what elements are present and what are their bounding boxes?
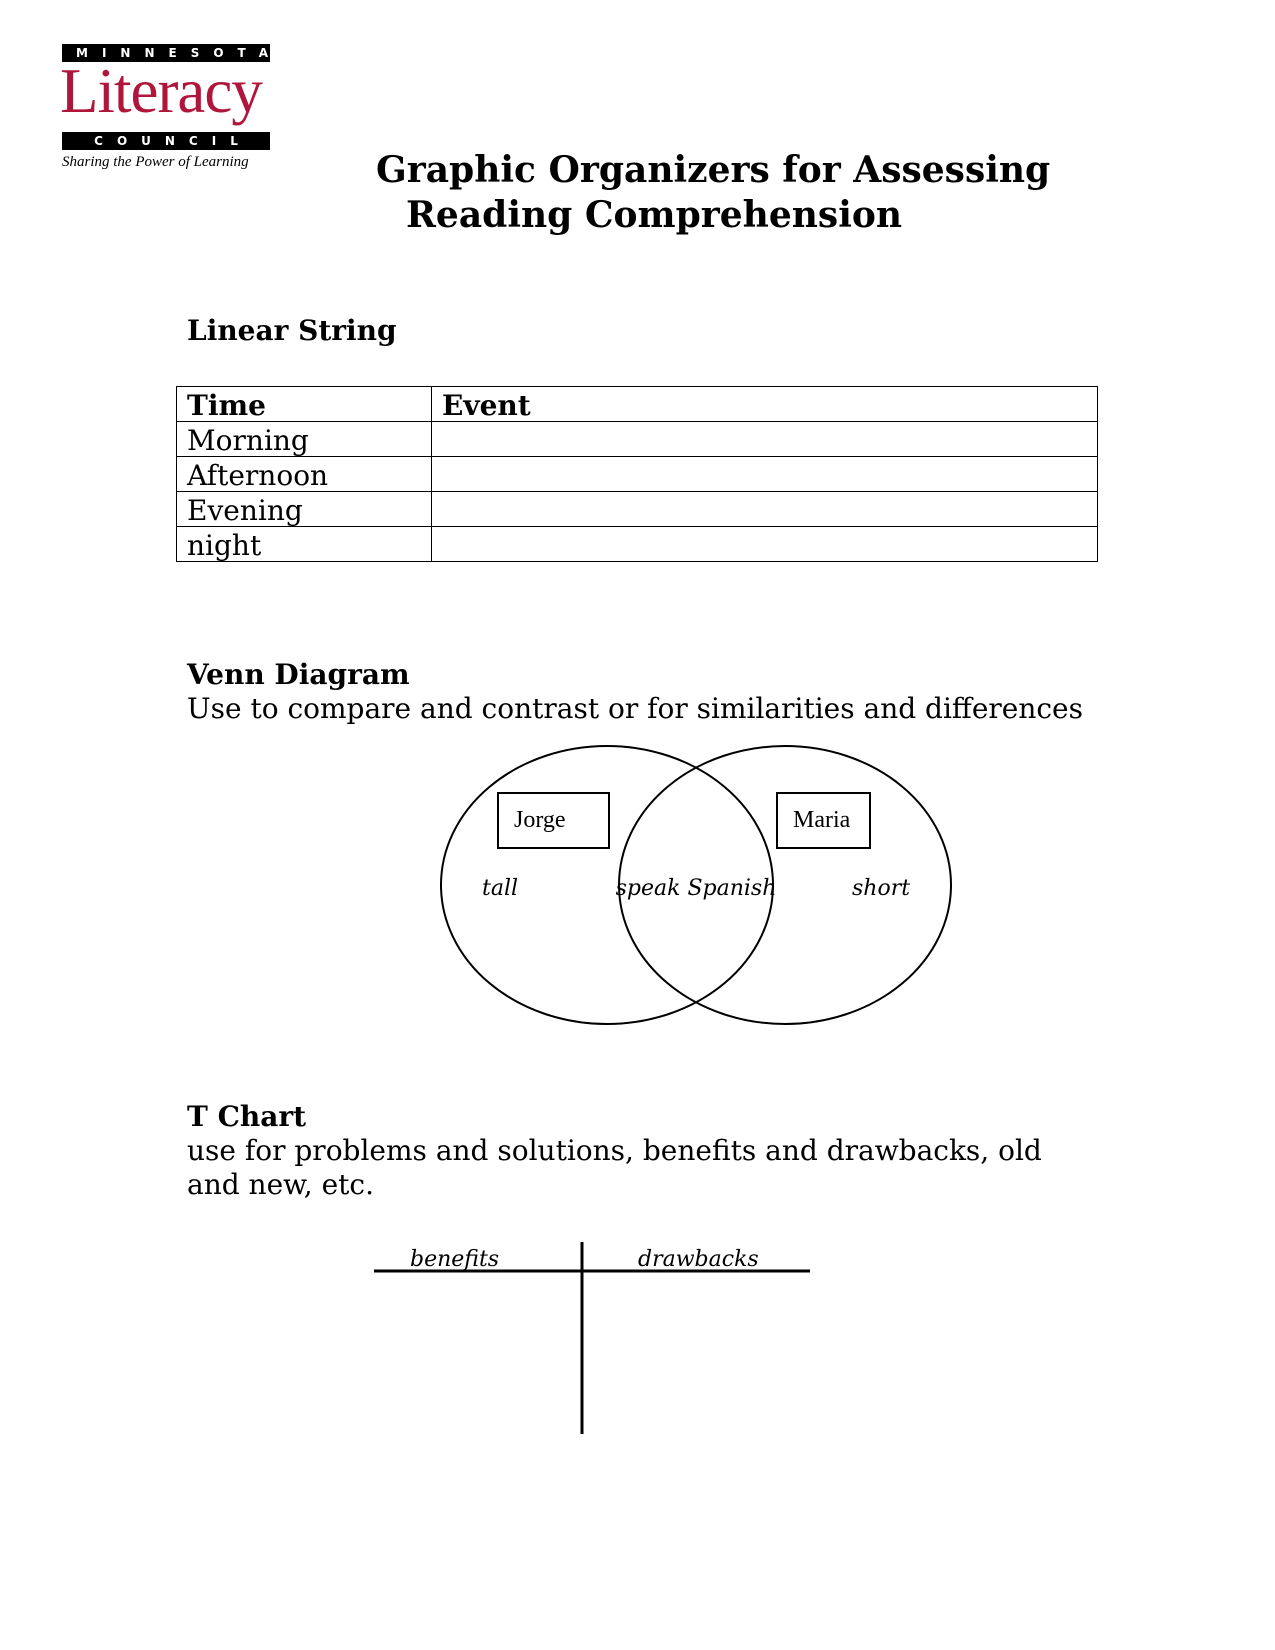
- time-cell: Evening: [177, 492, 432, 527]
- page-title-line1: Graphic Organizers for Assessing: [376, 149, 1051, 191]
- table-row: [177, 422, 1098, 457]
- venn-diagram-heading: Venn Diagram: [187, 658, 410, 691]
- table-row: [177, 457, 1098, 492]
- column-header-time: Time: [177, 387, 432, 422]
- table-row: [177, 492, 1098, 527]
- linear-string-table: [176, 386, 1098, 562]
- t-chart-left-header: benefits: [410, 1247, 500, 1272]
- event-cell: [432, 492, 1098, 527]
- venn-right-only-text: short: [852, 876, 911, 901]
- time-cell: Afternoon: [177, 457, 432, 492]
- event-cell: [432, 527, 1098, 562]
- logo-wordmark: Literacy: [60, 56, 262, 126]
- venn-left-label: Jorge: [514, 807, 566, 833]
- venn-right-label: Maria: [793, 807, 851, 833]
- time-cell: Morning: [177, 422, 432, 457]
- venn-shared-text: speak Spanish: [615, 876, 777, 901]
- table-row: [177, 527, 1098, 562]
- logo-tagline: Sharing the Power of Learning: [62, 154, 249, 170]
- venn-diagram: [440, 740, 980, 1030]
- logo-bottom-bar: COUNCIL: [62, 132, 270, 150]
- column-header-event: Event: [432, 387, 1098, 422]
- venn-diagram-description: Use to compare and contrast or for similarities and differences: [187, 692, 1083, 725]
- minnesota-literacy-council-logo: [60, 42, 283, 182]
- page-title: [376, 148, 1050, 238]
- linear-string-heading: Linear String: [187, 314, 397, 347]
- page-title-line2: Reading Comprehension: [406, 194, 903, 236]
- logo-top-bar: MINNESOTA: [62, 44, 270, 62]
- t-chart: [374, 1242, 810, 1442]
- t-chart-description-line2: and new, etc.: [187, 1168, 375, 1201]
- t-chart-description-line1: use for problems and solutions, benefits and drawbacks, old: [187, 1134, 1042, 1167]
- t-chart-right-header: drawbacks: [638, 1247, 759, 1272]
- event-cell: [432, 457, 1098, 492]
- venn-left-only-text: tall: [482, 876, 519, 901]
- table-header-row: [177, 387, 1098, 422]
- event-cell: [432, 422, 1098, 457]
- time-cell: night: [177, 527, 432, 562]
- t-chart-heading: T Chart: [187, 1100, 307, 1133]
